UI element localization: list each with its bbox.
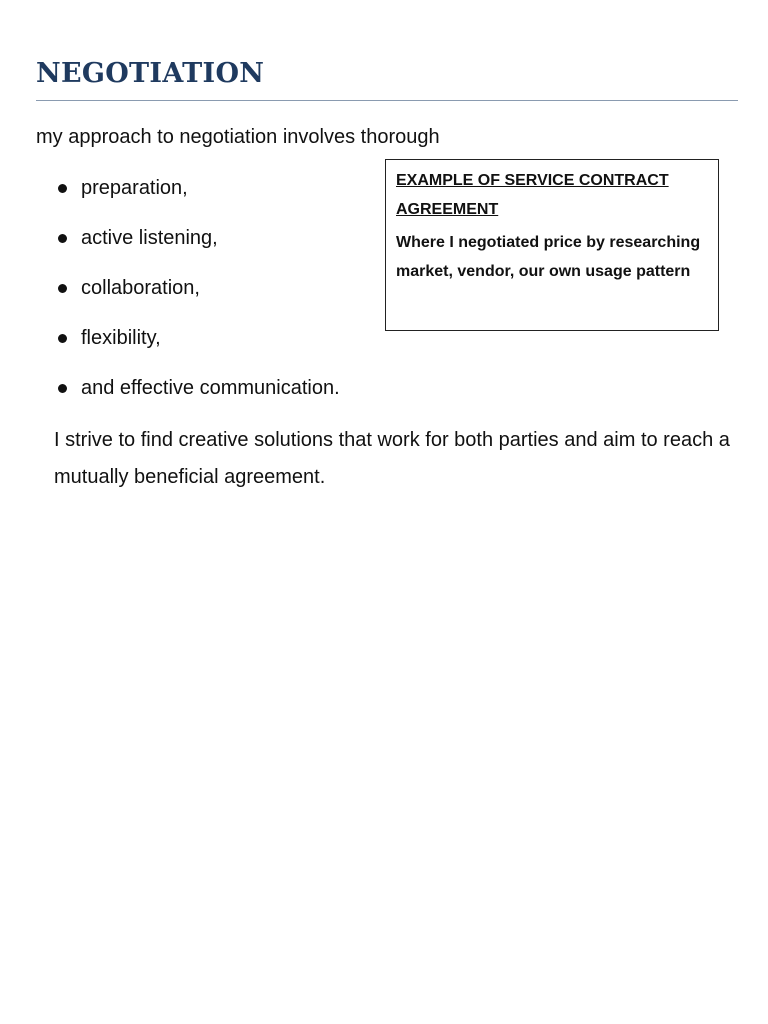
list-item-text: and effective communication. <box>81 377 340 399</box>
page-title: NEGOTIATION <box>36 58 265 89</box>
bullet-icon <box>58 234 67 243</box>
list-item <box>36 170 340 220</box>
list-item-text: collaboration, <box>81 277 200 299</box>
list-item <box>36 220 340 270</box>
callout-box <box>385 159 719 331</box>
callout-heading: EXAMPLE OF SERVICE CONTRACT AGREEMENT <box>396 172 669 218</box>
callout-body: Where I negotiated price by researching market, vendor, our own usage pattern <box>396 234 701 280</box>
summary-paragraph: I strive to find creative solutions that work for both parties and aim to reach a mutually beneficial agreement. <box>54 429 730 488</box>
list-item <box>36 320 340 370</box>
bullet-icon <box>58 384 67 393</box>
approach-list <box>36 170 340 420</box>
bullet-icon <box>58 334 67 343</box>
list-item-text: active listening, <box>81 227 218 249</box>
list-item <box>36 370 340 420</box>
bullet-icon <box>58 284 67 293</box>
list-item-text: preparation, <box>81 177 188 199</box>
list-item <box>36 270 340 320</box>
list-item-text: flexibility, <box>81 327 161 349</box>
title-divider <box>36 100 738 101</box>
intro-text: my approach to negotiation involves thorough <box>36 126 440 148</box>
bullet-icon <box>58 184 67 193</box>
